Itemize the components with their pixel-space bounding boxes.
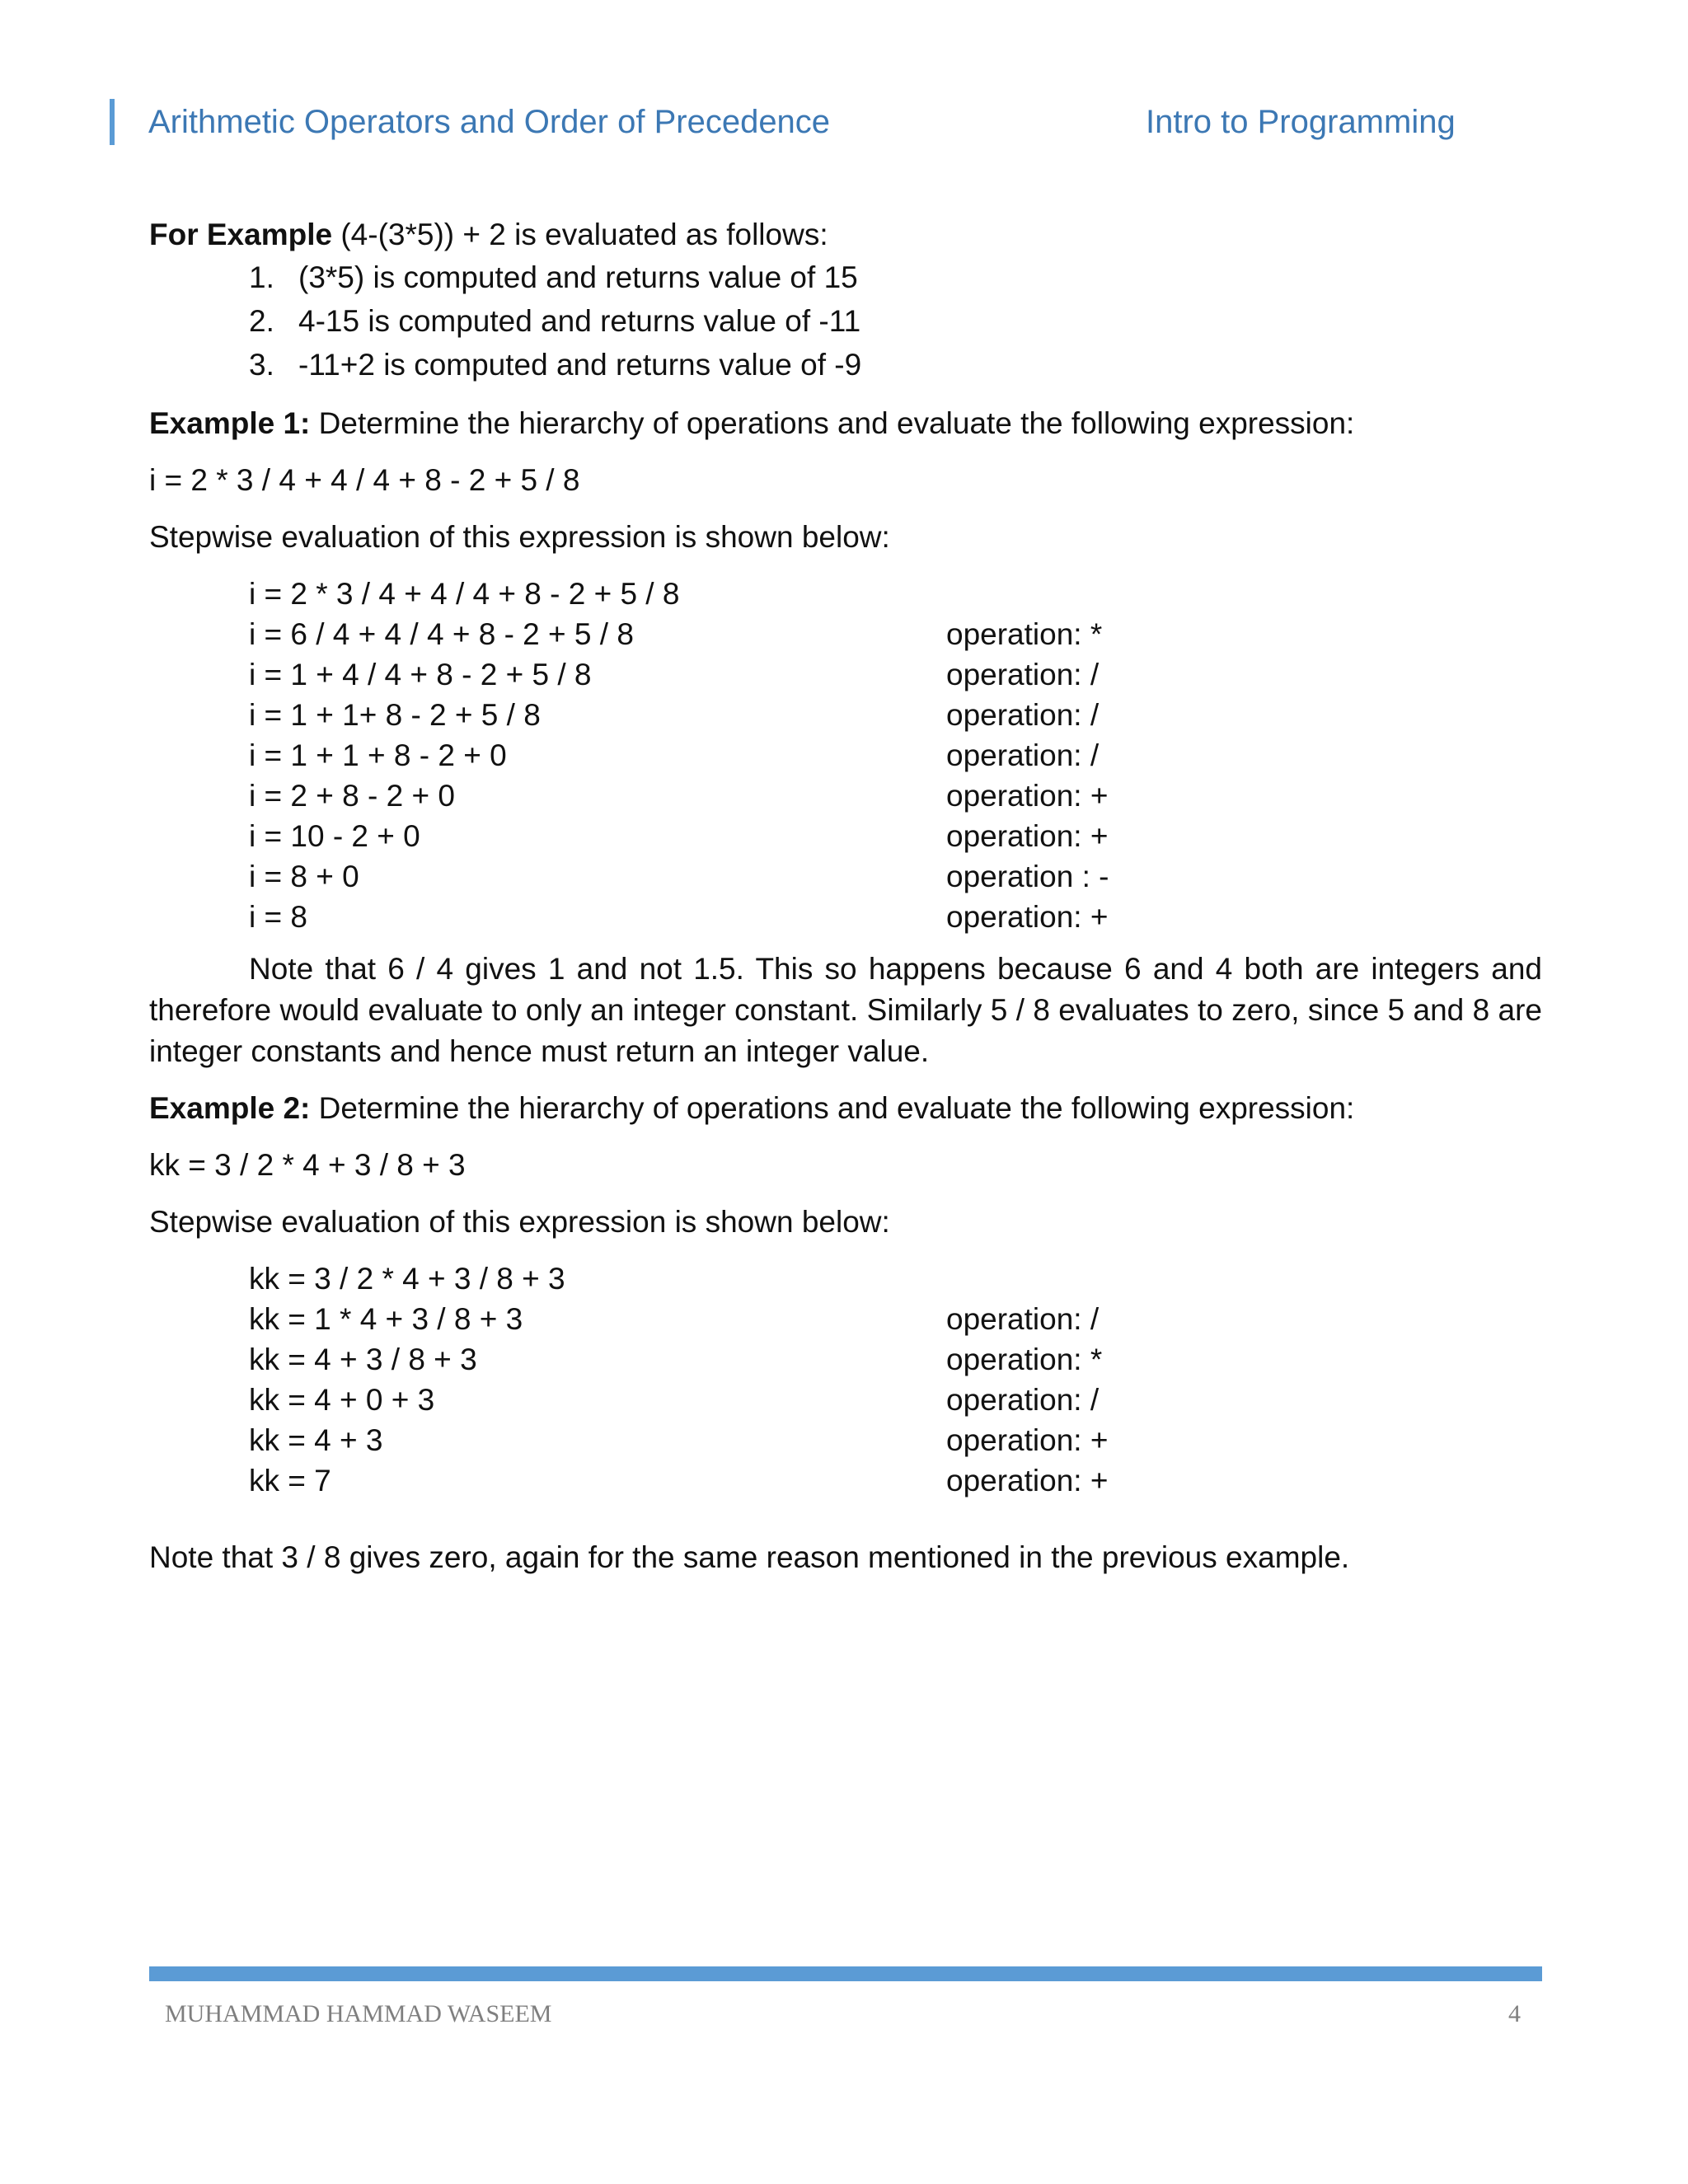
step-operation: operation: + <box>946 1423 1109 1457</box>
step-row <box>249 735 1542 776</box>
intro-lead-bold: For Example <box>149 218 333 251</box>
intro-lead <box>149 214 1542 255</box>
step-expression: kk = 1 * 4 + 3 / 8 + 3 <box>249 1302 523 1336</box>
step-operation: operation: / <box>946 1383 1100 1417</box>
step-expression: kk = 4 + 0 + 3 <box>249 1383 435 1417</box>
list-item-number: 2. <box>249 304 274 338</box>
step-expression: kk = 4 + 3 / 8 + 3 <box>249 1343 477 1376</box>
example2-expression: kk = 3 / 2 * 4 + 3 / 8 + 3 <box>149 1148 466 1182</box>
example1-note: Note that 6 / 4 gives 1 and not 1.5. This so happens because 6 and 4 both are integers and therefore would evaluate to only an integer constant. Similarly 5 / 8 evaluates to zero, since 5 and 8 are integer constants and hence must return an integer value. <box>149 952 1542 1068</box>
step-expression: i = 8 + 0 <box>249 860 359 893</box>
step-row <box>249 614 1542 654</box>
list-item-number: 3. <box>249 348 274 382</box>
step-operation: operation: + <box>946 900 1109 934</box>
step-row <box>249 1339 1542 1380</box>
example2-note: Note that 3 / 8 gives zero, again for the same reason mentioned in the previous example. <box>149 1540 1350 1574</box>
step-operation: operation: * <box>946 1343 1103 1376</box>
example1-steps <box>149 574 1542 937</box>
step-operation: operation: / <box>946 698 1100 732</box>
list-item-text: 4-15 is computed and returns value of -11 <box>298 304 861 338</box>
example2-prompt: Determine the hierarchy of operations and evaluate the following expression: <box>310 1091 1355 1125</box>
step-row <box>249 897 1542 937</box>
step-row <box>249 574 1542 614</box>
step-row <box>249 816 1542 856</box>
step-operation: operation : - <box>946 860 1109 893</box>
step-expression: i = 6 / 4 + 4 / 4 + 8 - 2 + 5 / 8 <box>249 617 634 651</box>
step-row <box>249 1460 1542 1501</box>
example2-stepwise-intro: Stepwise evaluation of this expression is shown below: <box>149 1205 890 1239</box>
step-row <box>249 654 1542 695</box>
step-expression: i = 1 + 4 / 4 + 8 - 2 + 5 / 8 <box>249 658 592 691</box>
step-expression: kk = 3 / 2 * 4 + 3 / 8 + 3 <box>249 1262 565 1296</box>
step-row <box>249 1299 1542 1339</box>
step-expression: i = 2 * 3 / 4 + 4 / 4 + 8 - 2 + 5 / 8 <box>249 577 680 611</box>
footer-page-number: 4 <box>1508 2000 1521 2027</box>
footer-author: MUHAMMAD HAMMAD WASEEM <box>165 2000 552 2027</box>
example2-steps <box>149 1258 1542 1501</box>
step-expression: i = 8 <box>249 900 307 934</box>
step-operation: operation: + <box>946 779 1109 813</box>
list-item <box>249 255 1542 299</box>
example1-expression: i = 2 * 3 / 4 + 4 / 4 + 8 - 2 + 5 / 8 <box>149 463 580 497</box>
step-operation: operation: / <box>946 738 1100 772</box>
step-expression: i = 1 + 1 + 8 - 2 + 0 <box>249 738 507 772</box>
example2-label: Example 2: <box>149 1091 311 1125</box>
list-item-text: -11+2 is computed and returns value of -9 <box>298 348 862 382</box>
step-row <box>249 1380 1542 1420</box>
list-item <box>249 343 1542 387</box>
example2-heading <box>149 1088 1542 1129</box>
step-operation: operation: * <box>946 617 1103 651</box>
step-operation: operation: + <box>946 819 1109 853</box>
example1-prompt: Determine the hierarchy of operations and evaluate the following expression: <box>310 406 1355 440</box>
step-operation: operation: / <box>946 1302 1100 1336</box>
header-chapter-title: Arithmetic Operators and Order of Precedence <box>148 104 831 140</box>
page-body <box>149 214 1542 1578</box>
example1-stepwise-intro: Stepwise evaluation of this expression is shown below: <box>149 520 890 554</box>
list-item <box>249 299 1542 343</box>
step-row <box>249 1258 1542 1299</box>
step-expression: i = 2 + 8 - 2 + 0 <box>249 779 455 813</box>
footer-accent-rule <box>149 1966 1542 1981</box>
intro-lead-rest: (4-(3*5)) + 2 is evaluated as follows: <box>332 218 828 251</box>
header-course-title: Intro to Programming <box>1146 104 1456 140</box>
intro-steps-list <box>149 255 1542 387</box>
example1-heading <box>149 403 1542 444</box>
step-expression: i = 10 - 2 + 0 <box>249 819 420 853</box>
example1-label: Example 1: <box>149 406 311 440</box>
list-item-text: (3*5) is computed and returns value of 15 <box>298 260 858 294</box>
step-row <box>249 856 1542 897</box>
step-expression: i = 1 + 1+ 8 - 2 + 5 / 8 <box>249 698 541 732</box>
step-row <box>249 1420 1542 1460</box>
step-row <box>249 776 1542 816</box>
step-row <box>249 695 1542 735</box>
step-operation: operation: / <box>946 658 1100 691</box>
step-operation: operation: + <box>946 1464 1109 1497</box>
step-expression: kk = 7 <box>249 1464 331 1497</box>
header-accent-bar <box>110 99 115 145</box>
list-item-number: 1. <box>249 260 274 294</box>
step-expression: kk = 4 + 3 <box>249 1423 383 1457</box>
